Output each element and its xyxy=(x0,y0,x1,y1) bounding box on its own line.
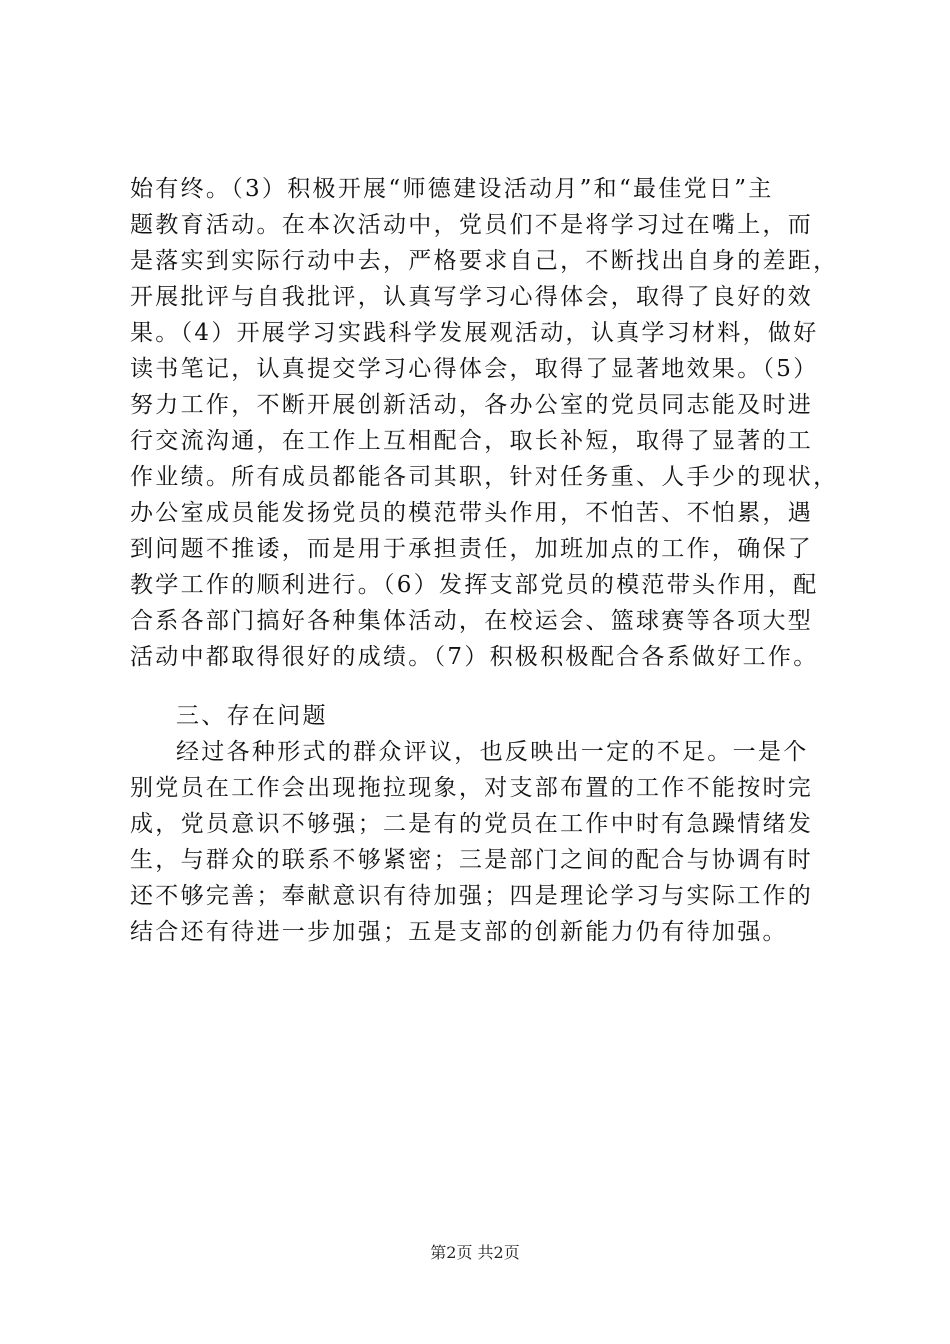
page-footer: 第2页 共2页 xyxy=(430,1243,520,1262)
paragraph-line: 活动中都取得很好的成绩。（7）积极积极配合各系做好工作。 xyxy=(130,644,819,670)
paragraph-line: 题教育活动。在本次活动中，党员们不是将学习过在嘴上，而 xyxy=(130,212,814,238)
paragraph-line: 教学工作的顺利进行。（6）发挥支部党员的模范带头作用，配 xyxy=(130,572,819,598)
paragraph-line: 合系各部门搞好各种集体活动，在校运会、篮球赛等各项大型 xyxy=(130,608,814,634)
paragraph-line: 开展批评与自我批评，认真写学习心得体会，取得了良好的效 xyxy=(130,284,814,310)
paragraph-line: 是落实到实际行动中去，严格要求自己，不断找出自身的差距， xyxy=(130,248,839,274)
paragraph-line: 始有终。（3）积极开展“师德建设活动月”和“最佳党日”主 xyxy=(130,176,774,202)
paragraph-line: 读书笔记，认真提交学习心得体会，取得了显著地效果。（5） xyxy=(130,356,819,382)
paragraph-line: 成，党员意识不够强；二是有的党员在工作中时有急躁情绪发 xyxy=(130,811,814,837)
paragraph-line: 别党员在工作会出现拖拉现象，对支部布置的工作不能按时完 xyxy=(130,775,814,801)
paragraph-line: 结合还有待进一步加强；五是支部的创新能力仍有待加强。 xyxy=(130,919,788,945)
paragraph-line: 生，与群众的联系不够紧密；三是部门之间的配合与协调有时 xyxy=(130,847,814,873)
paragraph-line: 办公室成员能发扬党员的模范带头作用，不怕苦、不怕累，遇 xyxy=(130,500,814,526)
paragraph-line: 经过各种形式的群众评议，也反映出一定的不足。一是个 xyxy=(176,739,809,765)
paragraph-line: 还不够完善；奉献意识有待加强；四是理论学习与实际工作的 xyxy=(130,883,814,909)
paragraph-line: 行交流沟通，在工作上互相配合，取长补短，取得了显著的工 xyxy=(130,428,814,454)
paragraph-line: 到问题不推诿，而是用于承担责任，加班加点的工作，确保了 xyxy=(130,536,814,562)
paragraph-line: 作业绩。所有成员都能各司其职，针对任务重、人手少的现状， xyxy=(130,464,839,490)
section-heading: 三、存在问题 xyxy=(176,703,328,729)
paragraph-line: 果。（4）开展学习实践科学发展观活动，认真学习材料，做好 xyxy=(130,320,819,346)
paragraph-line: 努力工作，不断开展创新活动，各办公室的党员同志能及时进 xyxy=(130,392,814,418)
